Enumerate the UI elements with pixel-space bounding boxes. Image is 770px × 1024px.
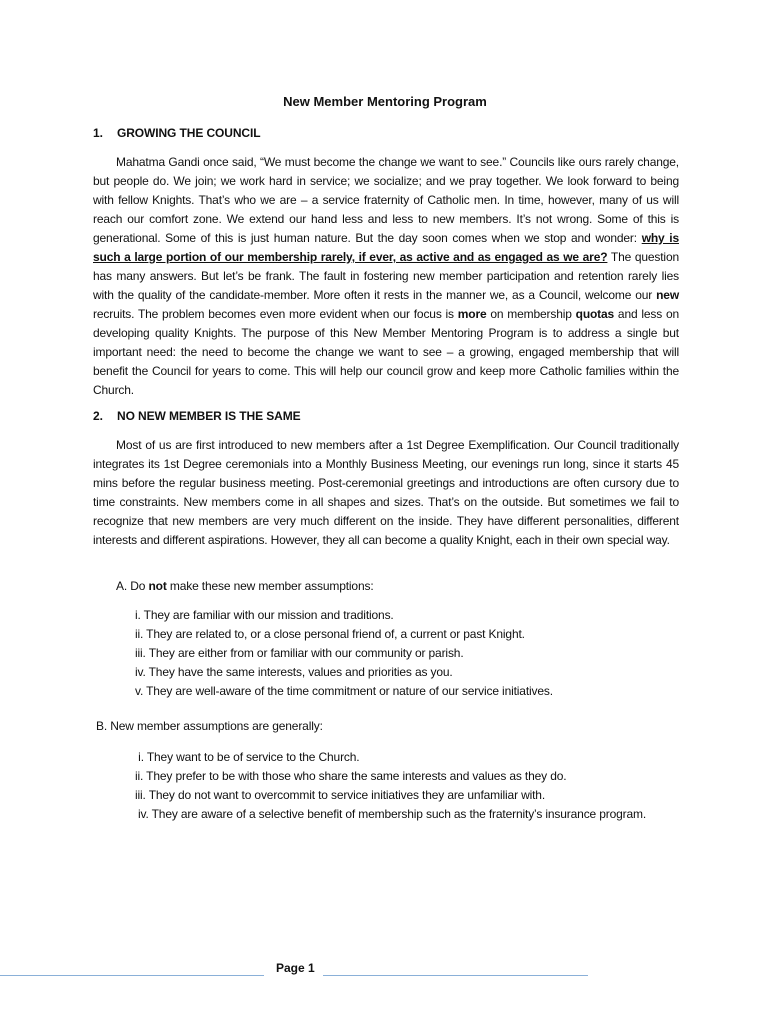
list-b bbox=[135, 748, 566, 805]
list-item: v. They are well-aware of the time commitment or nature of our service initiatives. bbox=[135, 684, 553, 698]
list-item: i. They are familiar with our mission and traditions. bbox=[135, 608, 394, 622]
section-2-title: NO NEW MEMBER IS THE SAME bbox=[117, 409, 301, 423]
text-run: A. Do bbox=[116, 579, 149, 593]
subsection-b-heading: B. New member assumptions are generally: bbox=[96, 719, 323, 733]
list-a bbox=[135, 606, 553, 701]
emphasized-question: why is such a large portion of our membership rarely, if ever, as active and as engaged as we are? bbox=[93, 231, 679, 264]
section-2-number: 2. bbox=[93, 409, 103, 423]
text-run: recruits. The problem becomes even more evident when our focus is bbox=[93, 307, 458, 321]
section-2-heading bbox=[93, 409, 301, 423]
list-item: iii. They do not want to overcommit to service initiatives they are unfamiliar with. bbox=[135, 788, 546, 802]
bold-word: not bbox=[148, 579, 167, 593]
section-2-paragraph: Most of us are first introduced to new members after a 1st Degree Exemplification. Our Council traditionally integrates its 1st Degree ceremonials into a Monthly Business Meeting, our evenings run long, since it starts 45 mins before the regular business meeting. Post-ceremonial greetings and introductions are often cursory due to time constraints. New members come in all shapes and sizes. That’s on the outside. But sometimes we fail to recognize that new members are very much different on the inside. They have different personalities, different interests and different aspirations. However, they all can become a quality Knight, each in their own special way. bbox=[93, 438, 679, 547]
subsection-a-heading bbox=[116, 579, 374, 593]
list-item: ii. They prefer to be with those who share the same interests and values as they do. bbox=[135, 769, 567, 783]
bold-word: quotas bbox=[575, 307, 615, 321]
footer-rule-left bbox=[0, 975, 264, 976]
section-1-title: GROWING THE COUNCIL bbox=[117, 126, 261, 140]
section-1-number: 1. bbox=[93, 126, 103, 140]
bold-word: new bbox=[656, 288, 679, 302]
bold-word: more bbox=[457, 307, 487, 321]
text-run: on membership bbox=[486, 307, 576, 321]
list-item: i. They want to be of service to the Church. bbox=[135, 750, 360, 764]
list-item: iii. They are either from or familiar with our community or parish. bbox=[135, 646, 464, 660]
list-item: iv. They are aware of a selective benefit of membership such as the fraternity’s insurance program. bbox=[138, 807, 647, 821]
text-run: and less on developing quality Knights. The purpose of this New Member Mentoring Program is to address a single but important need: the need to become the change we want to see – a growing, engaged membership that will benefit the Council for years to come. This will help our council grow and keep more Catholic families within the Church. bbox=[93, 307, 679, 397]
text-run: The question has many answers. But let’s be frank. The fault in fostering new member participation and retention rarely lies with the quality of the candidate-member. More often it rests in the manner we, as a Council, welcome our bbox=[93, 250, 679, 302]
page-number: Page 1 bbox=[276, 961, 315, 975]
text-run: make these new member assumptions: bbox=[166, 579, 374, 593]
document-title: New Member Mentoring Program bbox=[283, 94, 487, 109]
list-item: iv. They have the same interests, values and priorities as you. bbox=[135, 665, 453, 679]
list-item: ii. They are related to, or a close personal friend of, a current or past Knight. bbox=[135, 627, 525, 641]
section-1-heading bbox=[93, 126, 260, 140]
text-run: Mahatma Gandi once said, “We must become the change we want to see.” Councils like ours rarely change, but people do. We join; we work hard in service; we socialize; and we pray together. We look forward to being with fellow Knights. That’s who we are – a service fraternity of Catholic men. In time, however, many of us will reach our comfort zone. We extend our hand less and less to new members. It’s not wrong. Some of this is generational. Some of this is just human nature. But the day soon comes when we stop and wonder: bbox=[93, 155, 679, 245]
section-1-paragraph bbox=[93, 153, 679, 400]
footer-rule-right bbox=[323, 975, 588, 976]
